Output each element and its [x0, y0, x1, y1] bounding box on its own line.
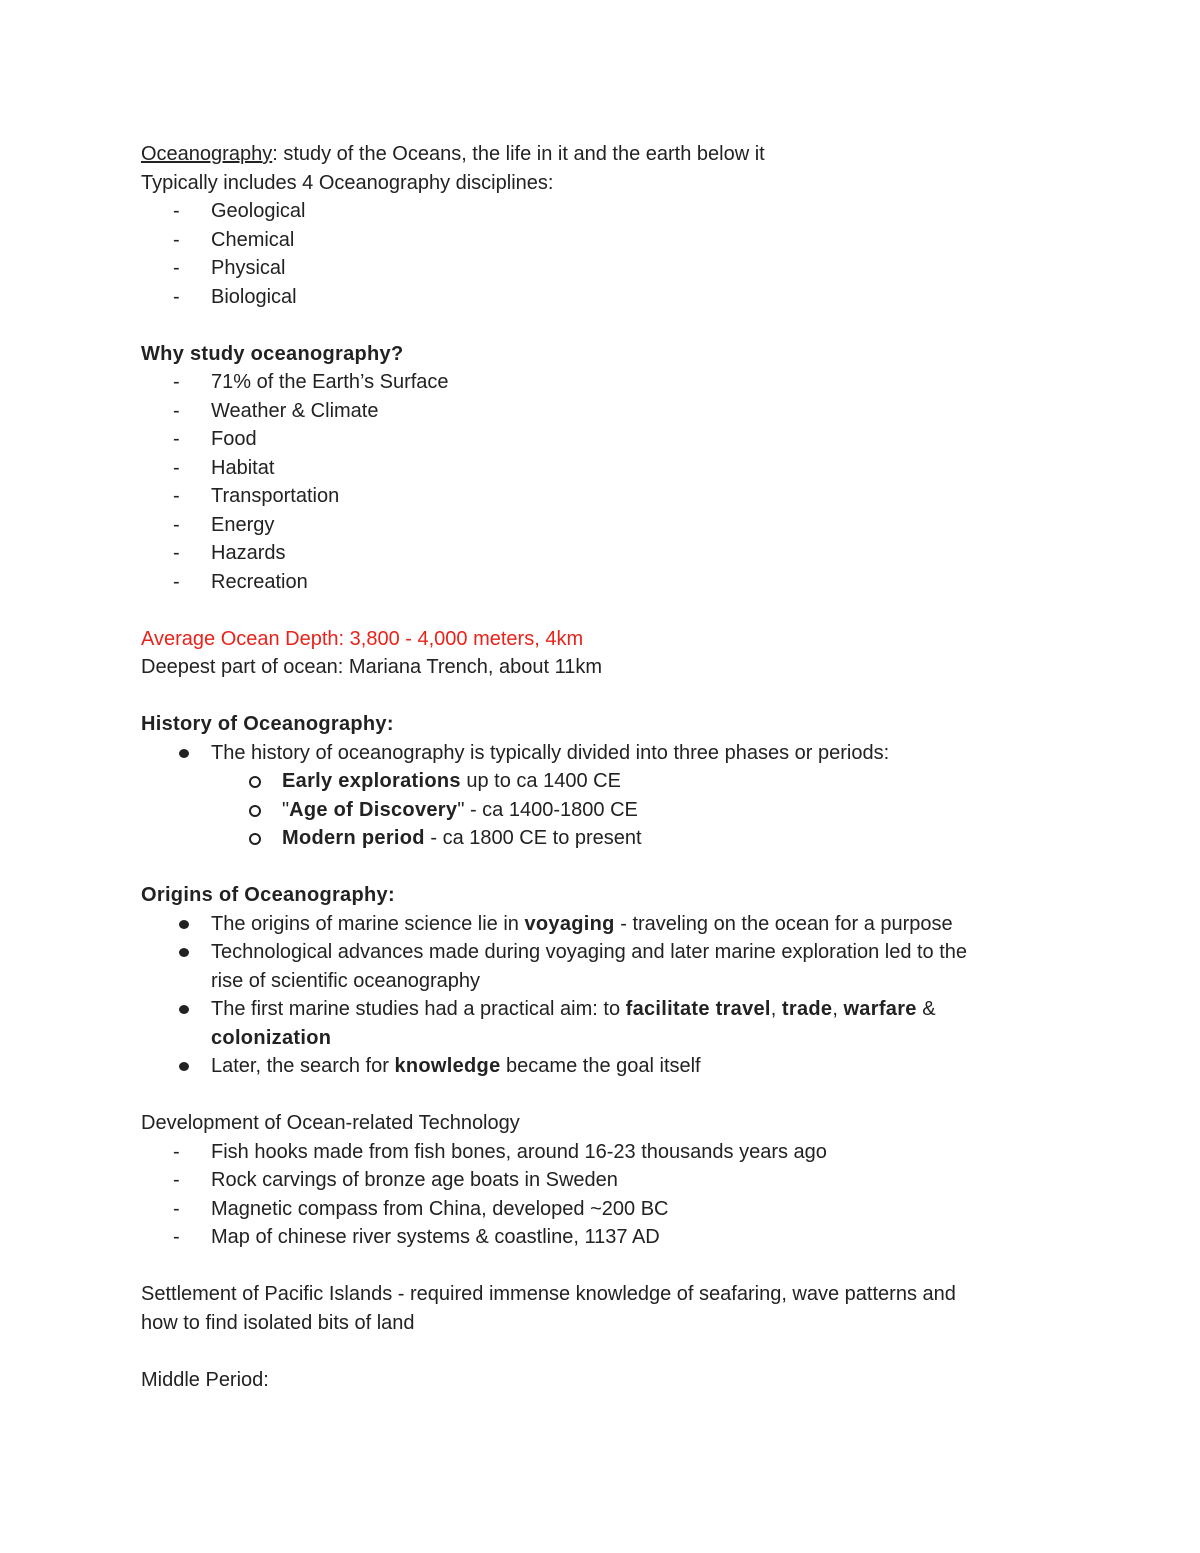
deepest-part: Deepest part of ocean: Mariana Trench, about 11km — [141, 656, 603, 678]
hollow-bullet-icon — [249, 805, 261, 817]
bullet-dot-icon — [179, 749, 189, 758]
document-page — [141, 140, 1041, 1394]
list-item: - Hazards — [173, 542, 286, 564]
list-item: - Energy — [173, 513, 275, 536]
list-item: - 71% of the Earth’s Surface — [173, 371, 449, 393]
list-item: - Recreation — [173, 570, 308, 593]
list-item: - Fish hooks made from fish bones, around 16-23 thousands years ago — [173, 1140, 827, 1163]
list-item: - Transportation — [173, 485, 340, 507]
list-item: - Map of chinese river systems & coastline, 1137 AD — [173, 1226, 660, 1248]
definition-text: : study of the Oceans, the life in it and the earth below it — [272, 143, 765, 165]
list-item: - Rock carvings of bronze age boats in Sweden — [173, 1169, 618, 1191]
intro-definition — [141, 140, 1041, 169]
list-item: - Food — [173, 428, 257, 450]
disciplines-intro: Typically includes 4 Oceanography disciplines: — [141, 171, 554, 194]
bullet-dot-icon — [179, 948, 189, 957]
sub-bullet-item: Early explorations up to ca 1400 CE — [141, 767, 1041, 796]
origins-heading: Origins of Oceanography: — [141, 884, 395, 906]
pacific-line-2: how to find isolated bits of land — [141, 1311, 415, 1334]
technology-heading: Development of Ocean-related Technology — [141, 1112, 520, 1134]
list-item: - Chemical — [173, 228, 295, 251]
list-item: - Biological — [173, 285, 297, 308]
bullet-item: Later, the search for knowledge became the goal itself — [141, 1052, 1041, 1081]
bullet-item: The first marine studies had a practical aim: to facilitate travel, trade, warfare & colonization — [141, 995, 1041, 1052]
bullet-item: Technological advances made during voyaging and later marine exploration led to the rise of scientific oceanography — [141, 938, 1041, 995]
list-item: - Habitat — [173, 456, 275, 479]
bullet-item: The history of oceanography is typically divided into three phases or periods: — [141, 739, 1041, 768]
sub-bullet-item: "Age of Discovery" - ca 1400-1800 CE — [141, 796, 1041, 825]
why-heading: Why study oceanography? — [141, 342, 404, 365]
list-item: - Physical — [173, 257, 286, 279]
middle-period-heading: Middle Period: — [141, 1368, 269, 1391]
sub-bullet-item: Modern period - ca 1800 CE to present — [141, 824, 1041, 853]
list-item: - Geological — [173, 200, 306, 222]
history-heading: History of Oceanography: — [141, 713, 394, 735]
pacific-line-1: Settlement of Pacific Islands - required immense knowledge of seafaring, wave patterns and — [141, 1283, 956, 1305]
list-item: - Weather & Climate — [173, 399, 379, 422]
bullet-dot-icon — [179, 920, 189, 929]
bullet-dot-icon — [179, 1005, 189, 1014]
hollow-bullet-icon — [249, 776, 261, 788]
average-depth: Average Ocean Depth: 3,800 - 4,000 meters, 4km — [141, 627, 584, 650]
bullet-item: The origins of marine science lie in voyaging - traveling on the ocean for a purpose — [141, 910, 1041, 939]
list-item: - Magnetic compass from China, developed ~200 BC — [173, 1197, 669, 1220]
bullet-dot-icon — [179, 1062, 189, 1071]
term-oceanography: Oceanography — [141, 143, 273, 165]
hollow-bullet-icon — [249, 833, 261, 845]
